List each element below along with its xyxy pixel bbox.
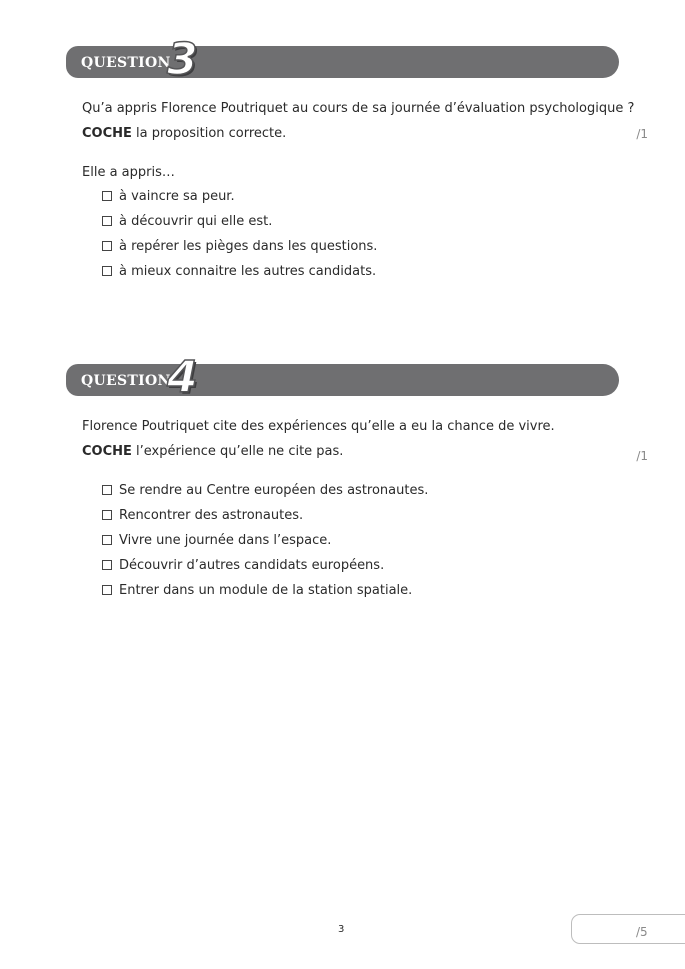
question-4-option-1 bbox=[102, 483, 428, 499]
question-4-score: /1 bbox=[636, 449, 648, 463]
question-3-score: /1 bbox=[636, 127, 648, 141]
question-4-option-3 bbox=[102, 533, 331, 549]
option-label: Découvrir d’autres candidats européens. bbox=[119, 558, 385, 573]
option-label: Vivre une journée dans l’espace. bbox=[119, 533, 332, 548]
question-4-option-4 bbox=[102, 558, 384, 574]
option-label: à repérer les pièges dans les questions. bbox=[119, 239, 378, 254]
total-score-box bbox=[571, 914, 685, 944]
question-4-label: QUESTION bbox=[81, 373, 171, 389]
question-3-label: QUESTION bbox=[81, 55, 171, 71]
question-3-option-1 bbox=[102, 189, 235, 205]
question-3-instruction bbox=[82, 126, 286, 142]
checkbox[interactable] bbox=[102, 535, 112, 545]
page-number: 3 bbox=[338, 924, 345, 935]
option-label: Entrer dans un module de la station spatiale. bbox=[119, 583, 413, 598]
question-3-option-4 bbox=[102, 264, 376, 280]
question-3-prompt: Qu’a appris Florence Poutriquet au cours de sa journée d’évaluation psychologique ? bbox=[82, 101, 635, 116]
checkbox[interactable] bbox=[102, 585, 112, 595]
question-3-number: 3 bbox=[167, 34, 198, 85]
question-3-option-3 bbox=[102, 239, 377, 255]
checkbox[interactable] bbox=[102, 216, 112, 226]
question-3-lead: Elle a appris… bbox=[82, 165, 175, 180]
instruction-keyword: COCHE bbox=[82, 126, 132, 141]
option-label: à découvrir qui elle est. bbox=[119, 214, 273, 229]
question-3-header bbox=[66, 34, 619, 85]
checkbox[interactable] bbox=[102, 485, 112, 495]
question-3-option-2 bbox=[102, 214, 272, 230]
question-4-header bbox=[66, 352, 619, 403]
checkbox[interactable] bbox=[102, 266, 112, 276]
checkbox[interactable] bbox=[102, 241, 112, 251]
option-label: Rencontrer des astronautes. bbox=[119, 508, 304, 523]
checkbox[interactable] bbox=[102, 560, 112, 570]
question-4-number: 4 bbox=[167, 352, 198, 403]
total-score: /5 bbox=[636, 925, 648, 939]
option-label: à mieux connaitre les autres candidats. bbox=[119, 264, 377, 279]
option-label: à vaincre sa peur. bbox=[119, 189, 235, 204]
instruction-text: l’expérience qu’elle ne cite pas. bbox=[131, 444, 344, 459]
question-4-option-5 bbox=[102, 583, 412, 599]
checkbox[interactable] bbox=[102, 191, 112, 201]
instruction-keyword: COCHE bbox=[82, 444, 132, 459]
question-4-option-2 bbox=[102, 508, 303, 524]
option-label: Se rendre au Centre européen des astronautes. bbox=[119, 483, 429, 498]
question-4-instruction bbox=[82, 444, 343, 460]
instruction-text: la proposition correcte. bbox=[131, 126, 287, 141]
question-4-prompt: Florence Poutriquet cite des expériences qu’elle a eu la chance de vivre. bbox=[82, 419, 555, 434]
checkbox[interactable] bbox=[102, 510, 112, 520]
